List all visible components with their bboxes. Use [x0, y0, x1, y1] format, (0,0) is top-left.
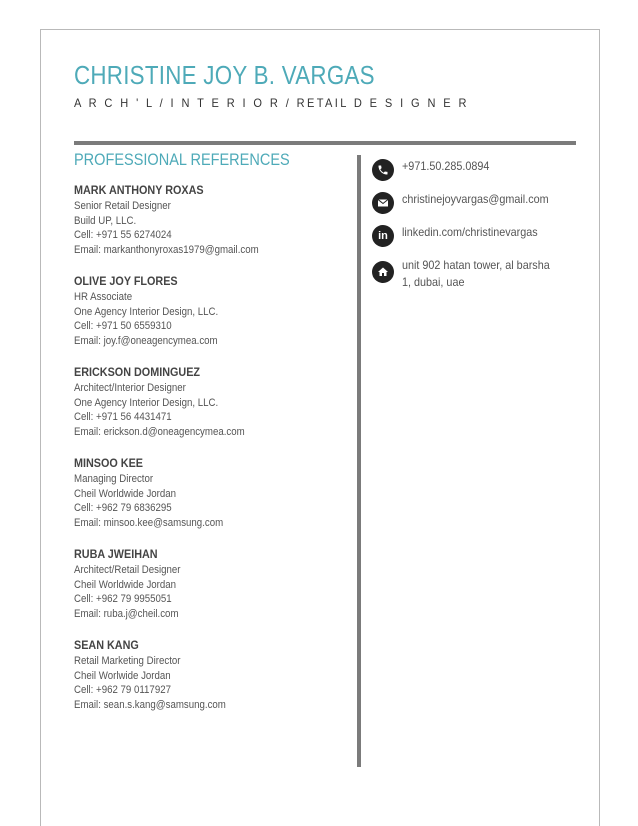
reference-name: OLIVE JOY FLORES: [74, 274, 178, 288]
contact-list: [372, 158, 572, 301]
envelope-icon: [372, 192, 394, 214]
reference-name: SEAN KANG: [74, 638, 139, 652]
phone-number[interactable]: +971.50.285.0894: [402, 159, 490, 173]
reference-role: Retail Marketing Director: [74, 655, 181, 667]
linkedin-icon-glyph: in: [378, 230, 388, 242]
reference-role: Architect/Interior Designer: [74, 382, 186, 394]
reference-entry: [74, 637, 344, 728]
references-list: [74, 182, 344, 728]
reference-entry: [74, 546, 344, 637]
contact-email: [372, 191, 572, 214]
reference-cell: Cell: +971 50 6559310: [74, 320, 172, 332]
reference-email: Email: ruba.j@cheil.com: [74, 607, 179, 620]
contact-phone: [372, 158, 572, 181]
address-text: unit 902 hatan tower, al barsha 1, dubai, uae: [402, 258, 550, 289]
reference-email: Email: markanthonyroxas1979@gmail.com: [74, 243, 259, 256]
contact-linkedin: [372, 224, 572, 247]
reference-cell: Cell: +971 56 4431471: [74, 411, 172, 423]
reference-cell: Cell: +962 79 9955051: [74, 593, 172, 605]
reference-company: Cheil Worldwide Jordan: [74, 487, 177, 500]
reference-name: MARK ANTHONY ROXAS: [74, 183, 204, 197]
reference-role: HR Associate: [74, 291, 133, 303]
reference-email: Email: joy.f@oneagencymea.com: [74, 334, 218, 347]
contact-address: [372, 257, 572, 291]
reference-cell: Cell: +971 55 6274024: [74, 229, 172, 241]
reference-name: RUBA JWEIHAN: [74, 547, 158, 561]
reference-email: Email: sean.s.kang@samsung.com: [74, 698, 226, 711]
references-heading: PROFESSIONAL REFERENCES: [74, 151, 290, 169]
reference-entry: [74, 273, 344, 364]
linkedin-icon: [372, 225, 394, 247]
reference-company: One Agency Interior Design, LLC.: [74, 305, 219, 318]
reference-company: Build UP, LLC.: [74, 214, 137, 227]
phone-icon: [372, 159, 394, 181]
reference-entry: [74, 455, 344, 546]
candidate-name: CHRISTINE JOY B. VARGAS: [74, 60, 375, 90]
linkedin-url[interactable]: linkedin.com/christinevargas: [402, 225, 538, 239]
reference-entry: [74, 364, 344, 455]
reference-company: Cheil Worlwide Jordan: [74, 669, 171, 682]
column-divider: [357, 155, 361, 767]
reference-name: ERICKSON DOMINGUEZ: [74, 365, 201, 379]
home-icon: [372, 261, 394, 283]
reference-role: Managing Director: [74, 473, 154, 485]
reference-company: One Agency Interior Design, LLC.: [74, 396, 219, 409]
reference-email: Email: minsoo.kee@samsung.com: [74, 516, 224, 529]
header-divider: [74, 141, 576, 145]
reference-cell: Cell: +962 79 6836295: [74, 502, 172, 514]
reference-role: Architect/Retail Designer: [74, 564, 181, 576]
reference-role: Senior Retail Designer: [74, 200, 171, 212]
candidate-title: A R C H ' L / I N T E R I O R / RETAIL D E S I G N E R: [74, 96, 469, 110]
email-address[interactable]: christinejoyvargas@gmail.com: [402, 192, 549, 206]
reference-email: Email: erickson.d@oneagencymea.com: [74, 425, 245, 438]
reference-name: MINSOO KEE: [74, 456, 144, 470]
reference-cell: Cell: +962 79 0117927: [74, 684, 171, 696]
reference-entry: [74, 182, 344, 273]
reference-company: Cheil Worldwide Jordan: [74, 578, 177, 591]
